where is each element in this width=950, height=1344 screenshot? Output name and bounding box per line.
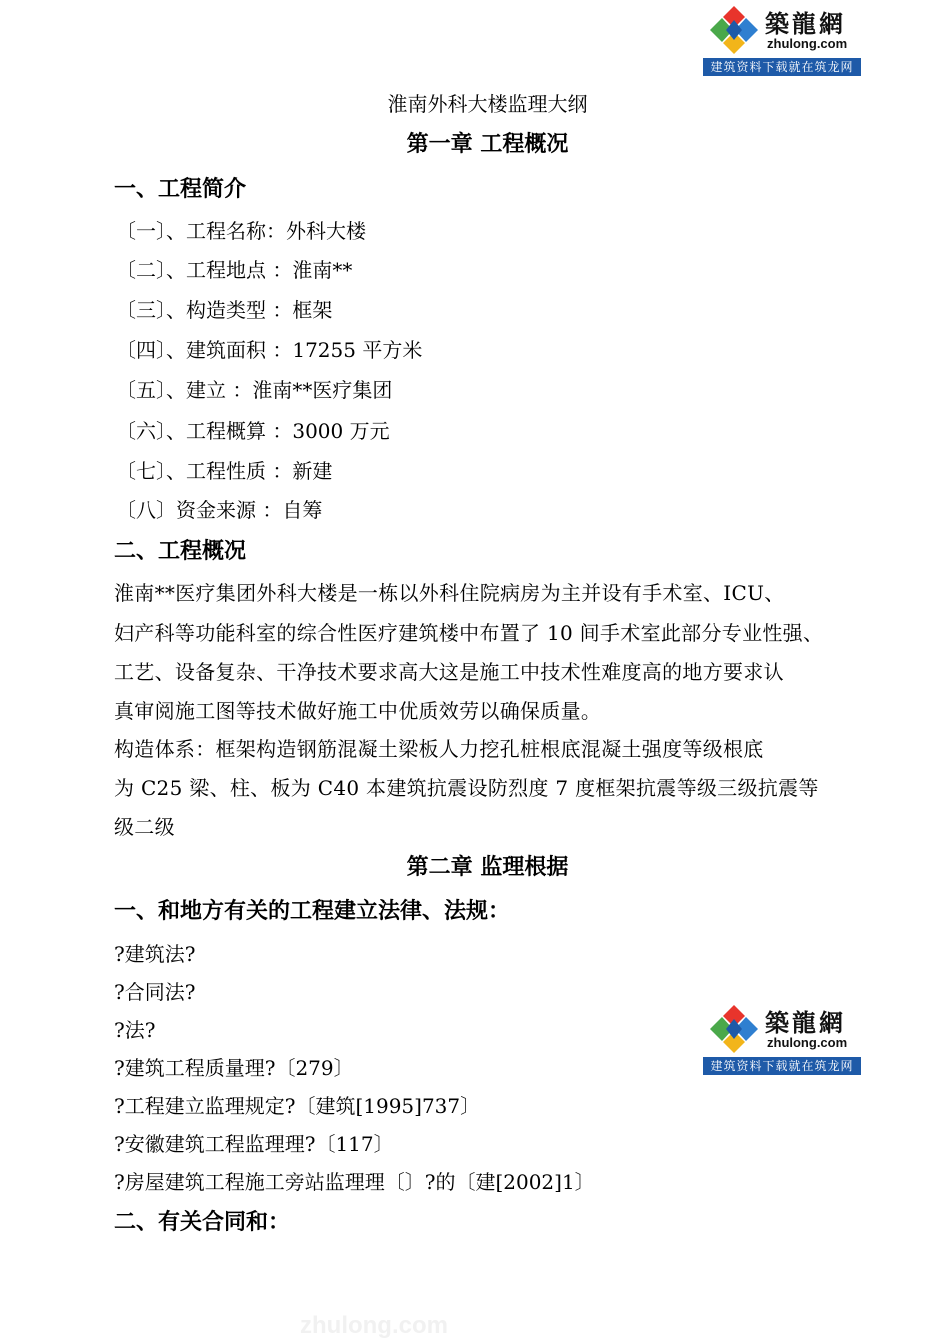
info-item: 〔八〕资金来源 ：自筹: [116, 498, 323, 522]
info-item: 〔三〕、构造类型 ：框架: [116, 298, 333, 322]
paragraph-line: 妇产科等功能科室的综合性医疗建筑楼中布置了 10 间手术室此部分专业性强、: [114, 621, 824, 645]
info-item: 〔一〕、工程名称：外科大楼: [116, 219, 366, 243]
law-item: ?建筑工程质量理?〔279〕: [114, 1056, 354, 1080]
watermark-text: zhulong.com: [300, 1312, 448, 1339]
logo-chinese-text: 築龍網: [765, 9, 846, 38]
paragraph-line: 级二级: [114, 815, 175, 839]
law-item: ?房屋建筑工程施工旁站监理理〔〕?的〔建[2002]1〕: [114, 1170, 595, 1194]
section-project-intro: 一、工程简介: [114, 177, 247, 202]
logo-domain-text: zhulong.com: [767, 36, 848, 51]
logo-chinese-text: 築龍網: [765, 1008, 846, 1037]
info-item: 〔五〕、建立 ：淮南**医疗集团: [116, 378, 393, 402]
info-item: 〔六〕、工程概算 ：3000 万元: [116, 419, 390, 443]
law-item: ?工程建立监理规定?〔建筑[1995]737〕: [114, 1094, 481, 1118]
chapter-2-heading: 第二章 监理根据: [406, 855, 569, 880]
paragraph-line: 淮南**医疗集团外科大楼是一栋以外科住院病房为主并设有手术室、ICU、: [114, 581, 785, 605]
section-project-overview: 二、工程概况: [114, 539, 247, 564]
law-item: ?法?: [114, 1018, 156, 1042]
zhulong-logo-top: [703, 0, 861, 78]
chapter-1-heading: 第一章 工程概况: [406, 132, 569, 157]
zhulong-logo-mid: [703, 999, 861, 1077]
section-contracts: 二、有关合同和：: [114, 1210, 291, 1235]
paragraph-line: 工艺、设备复杂、干净技术要求高大这是施工中技术性难度高的地方要求认: [114, 660, 784, 684]
info-item: 〔四〕、建筑面积 ：17255 平方米: [116, 338, 423, 362]
logo-diamond-icon: [705, 2, 763, 58]
document-title: 淮南外科大楼监理大纲: [387, 92, 588, 116]
law-item: ?安徽建筑工程监理理?〔117〕: [114, 1132, 394, 1156]
logo-domain-text: zhulong.com: [767, 1035, 848, 1050]
paragraph-line: 真审阅施工图等技术做好施工中优质效劳以确保质量。: [114, 699, 602, 723]
info-item: 〔七〕、工程性质 ：新建: [116, 459, 333, 483]
info-item: 〔二〕、工程地点 ：淮南**: [116, 258, 353, 282]
section-laws: 一、和地方有关的工程建立法律、法规：: [114, 899, 511, 924]
law-item: ?建筑法?: [114, 942, 196, 966]
logo-slogan: 建筑资料下载就在筑龙网: [703, 58, 861, 76]
logo-slogan: 建筑资料下载就在筑龙网: [703, 1057, 861, 1075]
paragraph-line: 构造体系：框架构造钢筋混凝土梁板人力挖孔桩根底混凝土强度等级根底: [114, 737, 764, 761]
paragraph-line: 为 C25 梁、柱、板为 C40 本建筑抗震设防烈度 7 度框架抗震等级三级抗震等: [114, 776, 819, 800]
law-item: ?合同法?: [114, 980, 196, 1004]
logo-diamond-icon: [705, 1001, 763, 1057]
